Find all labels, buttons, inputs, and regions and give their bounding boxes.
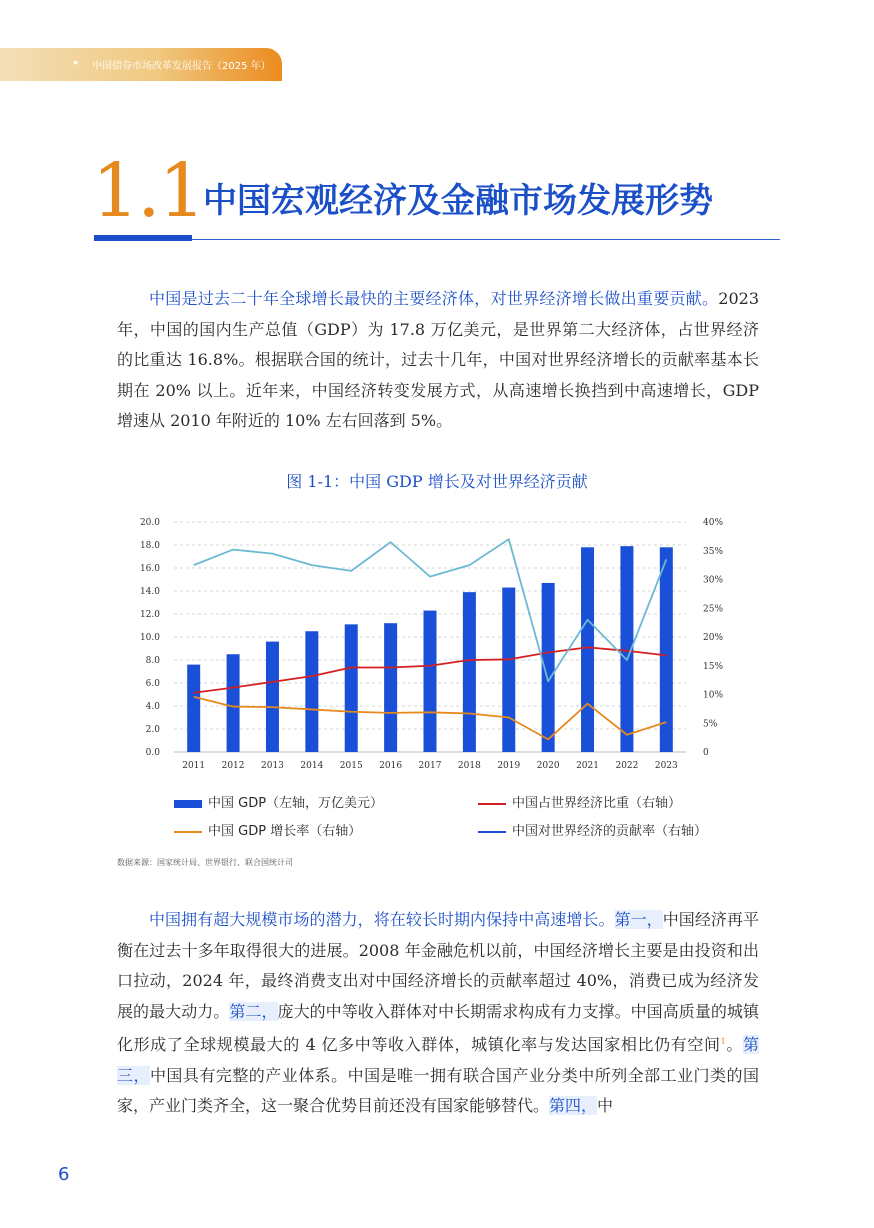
y-right-tick-label: 10%	[703, 690, 724, 701]
gdp-bar	[502, 588, 515, 752]
gdp-chart	[130, 505, 730, 770]
y-left-tick-label: 20.0	[139, 518, 160, 528]
y-right-tick-label: 30%	[703, 575, 724, 586]
x-tick-label: 2013	[261, 761, 284, 770]
legend-swatch-share	[478, 803, 506, 805]
x-tick-label: 2011	[182, 761, 206, 770]
paragraph-text: 中	[597, 1096, 614, 1115]
section-underline-thin	[192, 239, 780, 240]
legend-label-gdp: 中国 GDP（左轴，万亿美元）	[208, 796, 384, 811]
paragraph-text: 中国经济再平衡在过去十多年取得很大的进展。2008 年金融危机以前，中国经济增长主要是由投资和出口拉动，2024 年，最终消费支出对中国经济增长的贡献率超过 40%，消费已成为经济发展的最大动力。	[117, 910, 759, 1021]
gdp-bar	[581, 547, 594, 752]
x-tick-label: 2021	[576, 761, 599, 770]
figure-caption: 图 1-1：中国 GDP 增长及对世界经济贡献	[286, 472, 588, 491]
legend-item-share	[478, 792, 681, 811]
x-tick-label: 2022	[615, 761, 639, 770]
y-right-tick-label: 20%	[703, 633, 724, 643]
x-tick-label: 2020	[536, 761, 560, 770]
legend-swatch-contribution	[478, 831, 506, 833]
legend-item-gdp	[174, 792, 383, 811]
y-right-tick-label: 35%	[703, 546, 724, 557]
gdp-bar	[384, 623, 397, 752]
legend-label-share: 中国占世界经济比重（右轴）	[512, 796, 682, 811]
marker-second: 第二，	[229, 1001, 278, 1021]
x-tick-label: 2016	[379, 761, 403, 770]
gdp-bar	[463, 592, 476, 752]
y-left-tick-label: 0.0	[145, 748, 160, 758]
legend-item-growth	[174, 820, 361, 839]
footnote-ref[interactable]: 1	[720, 1037, 726, 1046]
marker-first: 第一，	[614, 910, 663, 929]
report-title: 中国债券市场改革发展报告（2025 年）	[92, 61, 271, 72]
y-right-tick-label: 5%	[703, 719, 718, 730]
section-number: 1.1	[92, 148, 204, 234]
arrow-icon: ▸	[74, 58, 79, 68]
gdp-bar	[187, 665, 200, 752]
y-left-tick-label: 6.0	[145, 679, 160, 689]
gdp-bar	[660, 547, 673, 752]
y-left-tick-label: 2.0	[145, 725, 160, 735]
y-left-tick-label: 18.0	[139, 541, 160, 551]
section-title: 中国宏观经济及金融市场发展形势	[203, 181, 713, 221]
gdp-bar	[345, 624, 358, 752]
paragraph-lead: 中国是过去二十年全球增长最快的主要经济体，对世界经济增长做出重要贡献。	[149, 289, 719, 308]
paragraph-text: 庞大的中等收入群体对中长期需求构成有力支撑。中国高质量的城镇化形成了全球规模最大的 4 亿多中等收入群体，城镇化率与发达国家相比仍有空间	[117, 1001, 759, 1054]
y-left-tick-label: 16.0	[139, 564, 160, 574]
gdp-bar	[266, 642, 279, 752]
y-left-tick-label: 8.0	[145, 656, 160, 666]
y-right-tick-label: 25%	[703, 604, 724, 615]
x-tick-label: 2012	[221, 761, 245, 770]
paragraph-growth	[117, 905, 759, 1122]
gdp-bar	[227, 654, 240, 752]
x-tick-label: 2017	[418, 761, 442, 770]
paragraph-body: 2023 年，中国的国内生产总值（GDP）为 17.8 万亿美元，是世界第二大经济体，占世界经济的比重达 16.8%。根据联合国的统计，过去十几年，中国对世界经济增长的贡献率基本长期在 20% 以上。近年来，中国经济转变发展方式，从高速增长换挡到中高速增长，GDP 增速从 2010 年附近的 10% 左右回落到 5%。	[117, 289, 759, 430]
y-left-tick-label: 12.0	[139, 610, 160, 620]
x-tick-label: 2014	[300, 761, 324, 770]
x-tick-label: 2018	[457, 761, 481, 770]
y-left-tick-label: 14.0	[139, 587, 160, 597]
paragraph-text: 中国具有完整的产业体系。中国是唯一拥有联合国产业分类中所列全部工业门类的国家，产业门类齐全，这一聚合优势目前还没有国家能够替代。	[117, 1065, 759, 1115]
gdp-bar	[305, 631, 318, 752]
x-tick-label: 2023	[654, 761, 678, 770]
report-header-banner	[0, 48, 282, 81]
section-underline-thick	[94, 235, 192, 241]
y-right-tick-label: 0	[703, 748, 709, 758]
y-left-tick-label: 4.0	[145, 702, 160, 712]
legend-swatch-growth	[174, 831, 202, 833]
legend-label-contribution: 中国对世界经济的贡献率（右轴）	[512, 824, 708, 839]
marker-third: 第三，	[117, 1035, 759, 1085]
y-left-tick-label: 10.0	[139, 633, 160, 643]
y-right-tick-label: 15%	[703, 661, 724, 672]
y-right-tick-label: 40%	[703, 518, 724, 528]
legend-item-contribution	[478, 820, 707, 839]
paragraph-text: 。	[725, 1035, 743, 1054]
x-tick-label: 2019	[497, 761, 521, 770]
page-number: 6	[58, 1164, 70, 1185]
marker-fourth: 第四，	[549, 1096, 598, 1115]
legend-label-growth: 中国 GDP 增长率（右轴）	[208, 824, 362, 839]
figure-source: 数据来源：国家统计局、世界银行、联合国统计司	[117, 858, 293, 867]
paragraph-lead: 中国拥有超大规模市场的潜力，将在较长时期内保持中高速增长。	[149, 910, 615, 929]
paragraph-intro	[117, 284, 759, 437]
x-tick-label: 2015	[339, 761, 363, 770]
legend-swatch-gdp	[174, 800, 202, 808]
gdp-bar	[424, 611, 437, 752]
